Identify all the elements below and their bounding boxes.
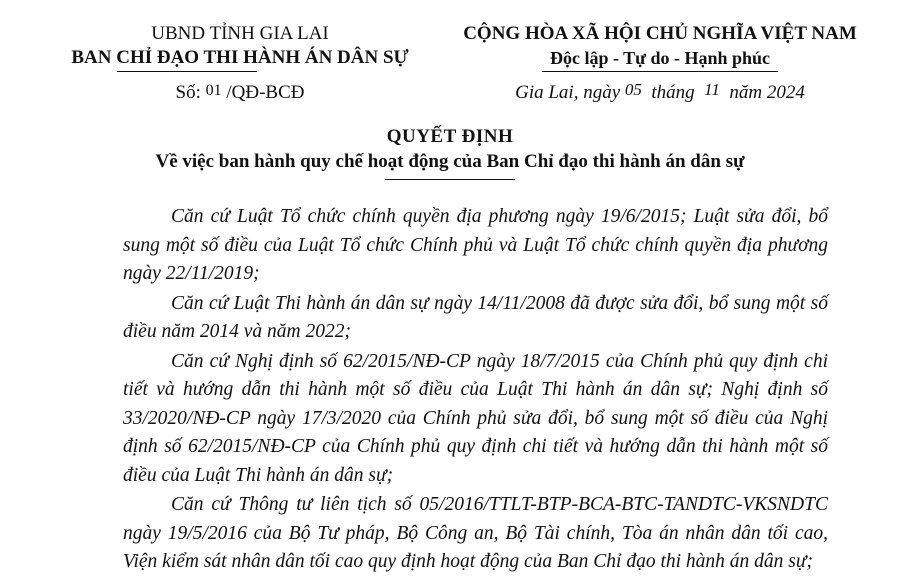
date-day: 05 (624, 80, 642, 99)
legal-basis-paragraph: Căn cứ Nghị định số 62/2015/NĐ-CP ngày 18/7/2015 của Chính phủ quy định chi tiết và hướng dẫn thi hành một số điều của Luật Thi hành án dân sự; Nghị định số 33/2020/NĐ-CP ngày 17/3/2020 của Chính phủ sửa đổi, bổ sung một số điều của Nghị định số 62/2015/NĐ-CP của Chính phủ quy định chi tiết và hướng dẫn thi hành một số điều của Luật Thi hành án dân sự; (123, 350, 828, 486)
agency-underline (117, 71, 257, 72)
agency-parent: UBND TỈNH GIA LAI (151, 23, 329, 44)
place-date-prefix: Gia Lai, ngày (515, 82, 621, 103)
national-motto: Độc lập - Tự do - Hạnh phúc (549, 48, 771, 68)
document-number (60, 82, 420, 104)
year-label: năm 2024 (729, 82, 805, 103)
legal-basis-paragraph: Căn cứ Luật Thi hành án dân sự ngày 14/11/2008 đã được sửa đổi, bổ sung một số điều năm 2014 và năm 2022; (123, 292, 828, 342)
doc-no-value: 01 (205, 82, 222, 99)
legal-basis-paragraph: Căn cứ Thông tư liên tịch số 05/2016/TTLT-BTP-BCA-BTC-TANDTC-VKSNDTC ngày 19/5/2016 của Bộ Tư pháp, Bộ Công an, Bộ Tài chính, Tòa án nhân dân tối cao, Viện kiểm sát nhân dân tối cao quy định hoạt động của Ban Chỉ đạo thi hành án dân sự; (123, 494, 828, 572)
motto-underline (542, 71, 778, 72)
decision-subtitle: Về việc ban hành quy chế hoạt động của Ban Chỉ đạo thi hành án dân sự (155, 151, 745, 172)
place-date (440, 82, 880, 104)
issuing-agency-block (60, 22, 420, 71)
doc-no-prefix: Số: (175, 82, 201, 103)
decision-title: QUYẾT ĐỊNH (386, 126, 514, 147)
date-month: 11 (704, 80, 720, 99)
month-label: tháng (651, 82, 695, 103)
legal-basis-paragraph: Căn cứ Luật Tổ chức chính quyền địa phương ngày 19/6/2015; Luật sửa đổi, bổ sung một số điều của Luật Tổ chức Chính phủ và Luật Tổ chức chính quyền địa phương ngày 22/11/2019; (123, 206, 828, 284)
doc-no-suffix: /QĐ-BCĐ (226, 82, 305, 103)
subtitle-underline (385, 179, 515, 180)
national-heading-block (440, 22, 880, 70)
nation-name: CỘNG HÒA XÃ HỘI CHỦ NGHĨA VIỆT NAM (463, 23, 857, 44)
legal-basis-section (123, 203, 828, 578)
agency-name: BAN CHỈ ĐẠO THI HÀNH ÁN DÂN SỰ (71, 47, 409, 68)
